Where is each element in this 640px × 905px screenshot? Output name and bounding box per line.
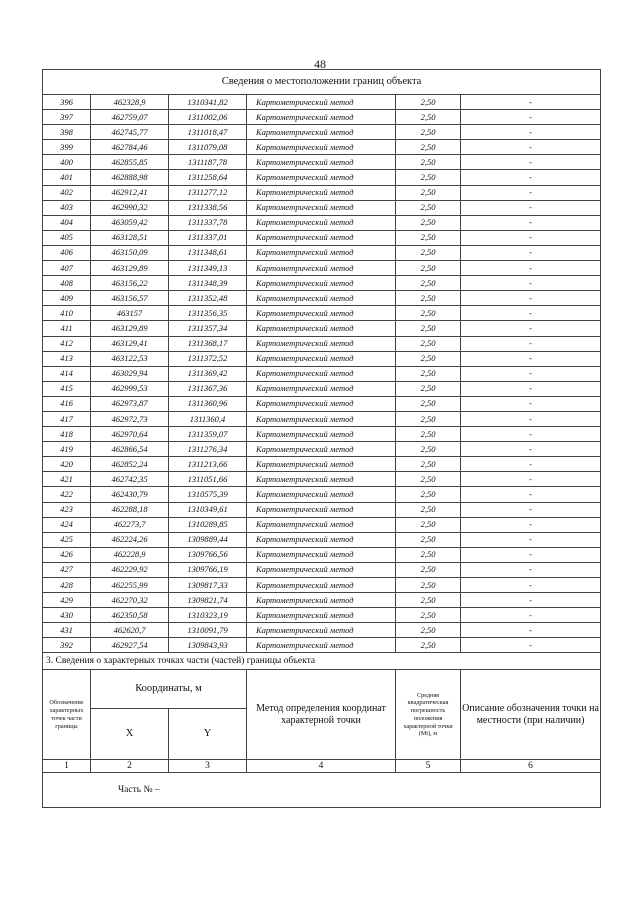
cell-point-number: 409 bbox=[43, 291, 91, 306]
cell-description: - bbox=[461, 140, 601, 155]
cell-coord-y: 1309889,44 bbox=[169, 532, 247, 547]
cell-coord-x: 462990,32 bbox=[91, 200, 169, 215]
cell-coord-y: 1310341,82 bbox=[169, 95, 247, 110]
cell-point-number: 405 bbox=[43, 230, 91, 245]
table-row bbox=[43, 200, 601, 215]
cell-point-number: 426 bbox=[43, 547, 91, 562]
cell-coord-y: 1311276,34 bbox=[169, 442, 247, 457]
table-row bbox=[43, 427, 601, 442]
table-row bbox=[43, 170, 601, 185]
cell-description: - bbox=[461, 532, 601, 547]
cell-description: - bbox=[461, 578, 601, 593]
cell-method: Картометрический метод bbox=[247, 351, 396, 366]
cell-method: Картометрический метод bbox=[247, 547, 396, 562]
cell-mean-error: 2,50 bbox=[396, 140, 461, 155]
cell-point-number: 421 bbox=[43, 472, 91, 487]
cell-point-number: 399 bbox=[43, 140, 91, 155]
cell-point-number: 397 bbox=[43, 110, 91, 125]
cell-point-number: 416 bbox=[43, 396, 91, 411]
cell-coord-x: 462350,58 bbox=[91, 608, 169, 623]
cell-description: - bbox=[461, 276, 601, 291]
cell-description: - bbox=[461, 351, 601, 366]
cell-method: Картометрический метод bbox=[247, 170, 396, 185]
cell-point-number: 414 bbox=[43, 366, 91, 381]
cell-mean-error: 2,50 bbox=[396, 502, 461, 517]
cell-coord-y: 1311357,34 bbox=[169, 321, 247, 336]
cell-method: Картометрический метод bbox=[247, 411, 396, 426]
cell-point-number: 400 bbox=[43, 155, 91, 170]
cell-description: - bbox=[461, 381, 601, 396]
cell-coord-y: 1311369,42 bbox=[169, 366, 247, 381]
cell-mean-error: 2,50 bbox=[396, 366, 461, 381]
table-row bbox=[43, 140, 601, 155]
cell-description: - bbox=[461, 411, 601, 426]
header-point-designation: Обозначение характерных точек части границы bbox=[43, 670, 91, 760]
table-row bbox=[43, 110, 601, 125]
table-row bbox=[43, 366, 601, 381]
cell-coord-x: 462228,9 bbox=[91, 547, 169, 562]
cell-coord-y: 1311002,06 bbox=[169, 110, 247, 125]
column-number-4: 4 bbox=[247, 760, 396, 773]
table-row bbox=[43, 457, 601, 472]
cell-mean-error: 2,50 bbox=[396, 291, 461, 306]
boundary-table bbox=[42, 69, 601, 808]
cell-coord-y: 1311349,13 bbox=[169, 261, 247, 276]
cell-coord-x: 462888,98 bbox=[91, 170, 169, 185]
cell-mean-error: 2,50 bbox=[396, 623, 461, 638]
table-row bbox=[43, 411, 601, 426]
table-row bbox=[43, 608, 601, 623]
cell-method: Картометрический метод bbox=[247, 261, 396, 276]
cell-coord-x: 462742,35 bbox=[91, 472, 169, 487]
cell-point-number: 412 bbox=[43, 336, 91, 351]
cell-point-number: 407 bbox=[43, 261, 91, 276]
cell-description: - bbox=[461, 562, 601, 577]
cell-coord-x: 463128,51 bbox=[91, 230, 169, 245]
cell-coord-y: 1311187,78 bbox=[169, 155, 247, 170]
cell-coord-y: 1311051,66 bbox=[169, 472, 247, 487]
cell-method: Картометрический метод bbox=[247, 381, 396, 396]
cell-coord-x: 462759,07 bbox=[91, 110, 169, 125]
table-row bbox=[43, 593, 601, 608]
table-title-row bbox=[43, 70, 601, 95]
section3-title-row bbox=[43, 653, 601, 670]
cell-coord-y: 1311079,08 bbox=[169, 140, 247, 155]
cell-mean-error: 2,50 bbox=[396, 638, 461, 653]
table-row bbox=[43, 472, 601, 487]
cell-mean-error: 2,50 bbox=[396, 230, 461, 245]
cell-method: Картометрический метод bbox=[247, 276, 396, 291]
cell-coord-x: 462784,46 bbox=[91, 140, 169, 155]
cell-method: Картометрический метод bbox=[247, 442, 396, 457]
cell-coord-y: 1311360,96 bbox=[169, 396, 247, 411]
cell-method: Картометрический метод bbox=[247, 155, 396, 170]
cell-description: - bbox=[461, 457, 601, 472]
cell-method: Картометрический метод bbox=[247, 517, 396, 532]
table-row bbox=[43, 381, 601, 396]
cell-method: Картометрический метод bbox=[247, 502, 396, 517]
cell-coord-y: 1310575,39 bbox=[169, 487, 247, 502]
cell-coord-x: 462927,54 bbox=[91, 638, 169, 653]
cell-description: - bbox=[461, 185, 601, 200]
header-description: Описание обозначения точки на местности (при наличии) bbox=[461, 670, 601, 760]
cell-point-number: 431 bbox=[43, 623, 91, 638]
cell-coord-y: 1310289,85 bbox=[169, 517, 247, 532]
cell-coord-x: 462972,73 bbox=[91, 411, 169, 426]
table-row bbox=[43, 306, 601, 321]
cell-description: - bbox=[461, 593, 601, 608]
cell-coord-x: 463059,42 bbox=[91, 215, 169, 230]
cell-coord-y: 1311337,01 bbox=[169, 230, 247, 245]
cell-coord-x: 462912,41 bbox=[91, 185, 169, 200]
section3-header-row-1 bbox=[43, 670, 601, 709]
cell-method: Картометрический метод bbox=[247, 532, 396, 547]
cell-coord-x: 462430,79 bbox=[91, 487, 169, 502]
cell-point-number: 428 bbox=[43, 578, 91, 593]
cell-coord-y: 1311348,39 bbox=[169, 276, 247, 291]
cell-point-number: 423 bbox=[43, 502, 91, 517]
cell-method: Картометрический метод bbox=[247, 306, 396, 321]
cell-coord-x: 462270,32 bbox=[91, 593, 169, 608]
cell-mean-error: 2,50 bbox=[396, 593, 461, 608]
table-row bbox=[43, 125, 601, 140]
cell-coord-x: 463029,94 bbox=[91, 366, 169, 381]
cell-coord-y: 1309843,93 bbox=[169, 638, 247, 653]
cell-method: Картометрический метод bbox=[247, 125, 396, 140]
cell-method: Картометрический метод bbox=[247, 593, 396, 608]
cell-coord-x: 462855,85 bbox=[91, 155, 169, 170]
cell-coord-y: 1311258,64 bbox=[169, 170, 247, 185]
cell-mean-error: 2,50 bbox=[396, 170, 461, 185]
cell-mean-error: 2,50 bbox=[396, 427, 461, 442]
cell-mean-error: 2,50 bbox=[396, 110, 461, 125]
cell-method: Картометрический метод bbox=[247, 638, 396, 653]
cell-coord-y: 1310323,19 bbox=[169, 608, 247, 623]
cell-mean-error: 2,50 bbox=[396, 276, 461, 291]
cell-coord-y: 1310091,79 bbox=[169, 623, 247, 638]
cell-point-number: 418 bbox=[43, 427, 91, 442]
cell-point-number: 408 bbox=[43, 276, 91, 291]
cell-method: Картометрический метод bbox=[247, 396, 396, 411]
header-coordinates: Координаты, м bbox=[91, 670, 247, 709]
cell-coord-x: 462229,92 bbox=[91, 562, 169, 577]
table-row bbox=[43, 638, 601, 653]
table-row bbox=[43, 215, 601, 230]
cell-method: Картометрический метод bbox=[247, 215, 396, 230]
cell-coord-y: 1311213,66 bbox=[169, 457, 247, 472]
cell-point-number: 402 bbox=[43, 185, 91, 200]
cell-mean-error: 2,50 bbox=[396, 125, 461, 140]
cell-method: Картометрический метод bbox=[247, 291, 396, 306]
cell-coord-x: 462999,53 bbox=[91, 381, 169, 396]
cell-mean-error: 2,50 bbox=[396, 306, 461, 321]
cell-method: Картометрический метод bbox=[247, 336, 396, 351]
cell-coord-x: 462970,64 bbox=[91, 427, 169, 442]
header-mean-error: Средняя квадратическая погрешность положения характерной точки (Mt), м bbox=[396, 670, 461, 760]
cell-coord-y: 1311018,47 bbox=[169, 125, 247, 140]
part-row bbox=[43, 773, 601, 808]
cell-point-number: 401 bbox=[43, 170, 91, 185]
cell-point-number: 417 bbox=[43, 411, 91, 426]
cell-point-number: 419 bbox=[43, 442, 91, 457]
cell-coord-x: 463150,09 bbox=[91, 245, 169, 260]
cell-point-number: 415 bbox=[43, 381, 91, 396]
cell-point-number: 406 bbox=[43, 245, 91, 260]
table-row bbox=[43, 547, 601, 562]
cell-point-number: 425 bbox=[43, 532, 91, 547]
cell-description: - bbox=[461, 502, 601, 517]
cell-mean-error: 2,50 bbox=[396, 245, 461, 260]
cell-coord-y: 1310349,61 bbox=[169, 502, 247, 517]
cell-mean-error: 2,50 bbox=[396, 200, 461, 215]
cell-method: Картометрический метод bbox=[247, 487, 396, 502]
cell-point-number: 420 bbox=[43, 457, 91, 472]
document-frame bbox=[42, 69, 600, 808]
cell-point-number: 403 bbox=[43, 200, 91, 215]
cell-coord-x: 463156,22 bbox=[91, 276, 169, 291]
cell-point-number: 411 bbox=[43, 321, 91, 336]
cell-method: Картометрический метод bbox=[247, 608, 396, 623]
cell-mean-error: 2,50 bbox=[396, 321, 461, 336]
cell-mean-error: 2,50 bbox=[396, 457, 461, 472]
part-label: Часть № – bbox=[43, 773, 601, 808]
cell-description: - bbox=[461, 321, 601, 336]
table-row bbox=[43, 578, 601, 593]
cell-coord-x: 462973,87 bbox=[91, 396, 169, 411]
header-y: Y bbox=[169, 709, 247, 760]
cell-coord-y: 1311359,07 bbox=[169, 427, 247, 442]
cell-description: - bbox=[461, 547, 601, 562]
cell-coord-y: 1309766,19 bbox=[169, 562, 247, 577]
cell-description: - bbox=[461, 623, 601, 638]
cell-coord-x: 462852,24 bbox=[91, 457, 169, 472]
cell-description: - bbox=[461, 472, 601, 487]
cell-coord-y: 1311277,12 bbox=[169, 185, 247, 200]
header-x: X bbox=[91, 709, 169, 760]
cell-mean-error: 2,50 bbox=[396, 578, 461, 593]
cell-description: - bbox=[461, 396, 601, 411]
table-row bbox=[43, 517, 601, 532]
cell-coord-x: 463156,57 bbox=[91, 291, 169, 306]
table-title: Сведения о местоположении границ объекта bbox=[43, 70, 601, 95]
table-row bbox=[43, 261, 601, 276]
cell-mean-error: 2,50 bbox=[396, 381, 461, 396]
cell-description: - bbox=[461, 110, 601, 125]
cell-method: Картометрический метод bbox=[247, 95, 396, 110]
cell-description: - bbox=[461, 608, 601, 623]
cell-point-number: 424 bbox=[43, 517, 91, 532]
cell-coord-x: 463122,53 bbox=[91, 351, 169, 366]
cell-mean-error: 2,50 bbox=[396, 472, 461, 487]
cell-point-number: 410 bbox=[43, 306, 91, 321]
cell-mean-error: 2,50 bbox=[396, 442, 461, 457]
cell-mean-error: 2,50 bbox=[396, 517, 461, 532]
table-row bbox=[43, 351, 601, 366]
table-row bbox=[43, 291, 601, 306]
table-row bbox=[43, 442, 601, 457]
section3-title: 3. Сведения о характерных точках части (частей) границы объекта bbox=[43, 653, 601, 670]
table-row bbox=[43, 532, 601, 547]
cell-point-number: 427 bbox=[43, 562, 91, 577]
cell-description: - bbox=[461, 336, 601, 351]
cell-coord-y: 1309766,56 bbox=[169, 547, 247, 562]
cell-method: Картометрический метод bbox=[247, 472, 396, 487]
table-row bbox=[43, 487, 601, 502]
table-row bbox=[43, 502, 601, 517]
cell-method: Картометрический метод bbox=[247, 245, 396, 260]
column-number-3: 3 bbox=[169, 760, 247, 773]
cell-mean-error: 2,50 bbox=[396, 396, 461, 411]
cell-coord-y: 1311352,48 bbox=[169, 291, 247, 306]
cell-method: Картометрический метод bbox=[247, 623, 396, 638]
cell-mean-error: 2,50 bbox=[396, 336, 461, 351]
cell-method: Картометрический метод bbox=[247, 578, 396, 593]
table-row bbox=[43, 321, 601, 336]
cell-coord-y: 1309821,74 bbox=[169, 593, 247, 608]
cell-coord-x: 462255,99 bbox=[91, 578, 169, 593]
cell-coord-y: 1311372,52 bbox=[169, 351, 247, 366]
table-row bbox=[43, 155, 601, 170]
cell-description: - bbox=[461, 427, 601, 442]
cell-mean-error: 2,50 bbox=[396, 411, 461, 426]
table-row bbox=[43, 230, 601, 245]
column-number-2: 2 bbox=[91, 760, 169, 773]
cell-method: Картометрический метод bbox=[247, 140, 396, 155]
cell-point-number: 392 bbox=[43, 638, 91, 653]
cell-description: - bbox=[461, 517, 601, 532]
column-number-6: 6 bbox=[461, 760, 601, 773]
cell-point-number: 398 bbox=[43, 125, 91, 140]
table-row bbox=[43, 623, 601, 638]
cell-point-number: 429 bbox=[43, 593, 91, 608]
cell-coord-x: 463129,89 bbox=[91, 321, 169, 336]
cell-description: - bbox=[461, 230, 601, 245]
cell-mean-error: 2,50 bbox=[396, 562, 461, 577]
cell-mean-error: 2,50 bbox=[396, 261, 461, 276]
cell-method: Картометрический метод bbox=[247, 457, 396, 472]
cell-description: - bbox=[461, 638, 601, 653]
table-row bbox=[43, 396, 601, 411]
cell-coord-x: 462745,77 bbox=[91, 125, 169, 140]
cell-coord-x: 462866,54 bbox=[91, 442, 169, 457]
cell-method: Картометрический метод bbox=[247, 230, 396, 245]
cell-coord-y: 1309817,33 bbox=[169, 578, 247, 593]
cell-mean-error: 2,50 bbox=[396, 95, 461, 110]
column-number-5: 5 bbox=[396, 760, 461, 773]
cell-mean-error: 2,50 bbox=[396, 532, 461, 547]
cell-method: Картометрический метод bbox=[247, 200, 396, 215]
cell-description: - bbox=[461, 125, 601, 140]
cell-coord-y: 1311338,56 bbox=[169, 200, 247, 215]
cell-coord-x: 463129,41 bbox=[91, 336, 169, 351]
cell-mean-error: 2,50 bbox=[396, 487, 461, 502]
table-row bbox=[43, 336, 601, 351]
cell-coord-y: 1311360,4 bbox=[169, 411, 247, 426]
cell-description: - bbox=[461, 442, 601, 457]
cell-coord-x: 462288,18 bbox=[91, 502, 169, 517]
cell-point-number: 430 bbox=[43, 608, 91, 623]
cell-coord-y: 1311337,78 bbox=[169, 215, 247, 230]
cell-coord-y: 1311356,35 bbox=[169, 306, 247, 321]
cell-coord-x: 462328,9 bbox=[91, 95, 169, 110]
cell-point-number: 404 bbox=[43, 215, 91, 230]
cell-description: - bbox=[461, 291, 601, 306]
cell-description: - bbox=[461, 95, 601, 110]
cell-mean-error: 2,50 bbox=[396, 608, 461, 623]
cell-coord-y: 1311368,17 bbox=[169, 336, 247, 351]
cell-coord-x: 462273,7 bbox=[91, 517, 169, 532]
cell-description: - bbox=[461, 215, 601, 230]
table-row bbox=[43, 276, 601, 291]
cell-coord-x: 462224,26 bbox=[91, 532, 169, 547]
cell-method: Картометрический метод bbox=[247, 110, 396, 125]
table-row bbox=[43, 245, 601, 260]
table-row bbox=[43, 562, 601, 577]
cell-description: - bbox=[461, 170, 601, 185]
cell-coord-y: 1311348,61 bbox=[169, 245, 247, 260]
cell-point-number: 396 bbox=[43, 95, 91, 110]
cell-method: Картометрический метод bbox=[247, 321, 396, 336]
cell-description: - bbox=[461, 245, 601, 260]
cell-description: - bbox=[461, 200, 601, 215]
header-method: Метод определения координат характерной точки bbox=[247, 670, 396, 760]
cell-mean-error: 2,50 bbox=[396, 215, 461, 230]
cell-mean-error: 2,50 bbox=[396, 185, 461, 200]
cell-method: Картометрический метод bbox=[247, 562, 396, 577]
table-row bbox=[43, 95, 601, 110]
cell-description: - bbox=[461, 487, 601, 502]
cell-coord-x: 463157 bbox=[91, 306, 169, 321]
cell-mean-error: 2,50 bbox=[396, 547, 461, 562]
cell-point-number: 413 bbox=[43, 351, 91, 366]
page-number: 48 bbox=[314, 57, 326, 71]
cell-coord-y: 1311367,36 bbox=[169, 381, 247, 396]
cell-mean-error: 2,50 bbox=[396, 351, 461, 366]
cell-point-number: 422 bbox=[43, 487, 91, 502]
cell-description: - bbox=[461, 155, 601, 170]
cell-coord-x: 462620,7 bbox=[91, 623, 169, 638]
cell-method: Картометрический метод bbox=[247, 185, 396, 200]
cell-description: - bbox=[461, 366, 601, 381]
cell-mean-error: 2,50 bbox=[396, 155, 461, 170]
column-number-row bbox=[43, 760, 601, 773]
cell-method: Картометрический метод bbox=[247, 427, 396, 442]
cell-description: - bbox=[461, 306, 601, 321]
cell-method: Картометрический метод bbox=[247, 366, 396, 381]
column-number-1: 1 bbox=[43, 760, 91, 773]
cell-description: - bbox=[461, 261, 601, 276]
table-row bbox=[43, 185, 601, 200]
cell-coord-x: 463129,89 bbox=[91, 261, 169, 276]
